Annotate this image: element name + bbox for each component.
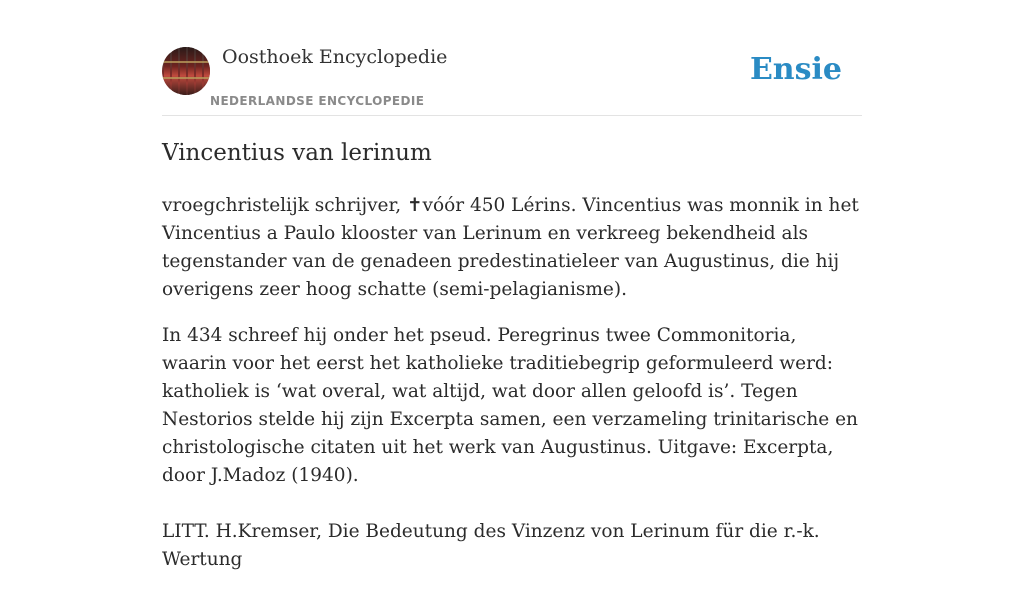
site-subtitle: NEDERLANDSE ENCYCLOPEDIE	[210, 94, 425, 108]
article-paragraph: vroegchristelijk schrijver, ✝vóór 450 Lérins. Vincentius was monnik in het Vincentius a Paulo klooster van Lerinum en verkreeg bekendheid als tegenstander van de genadeen predestinatieleer van Augustinus, die hij overigens zeer hoog schatte (semi-pelagianisme).	[162, 195, 859, 300]
literature-paragraph: LITT. H.Kremser, Die Bedeutung des Vinzenz von Lerinum für die r.-k. Wertung	[162, 521, 820, 570]
site-header	[162, 42, 862, 116]
ensie-logo[interactable]: Ensie	[749, 52, 842, 87]
site-title[interactable]: Oosthoek Encyclopedie	[222, 46, 448, 68]
article-title: Vincentius van lerinum	[162, 140, 432, 166]
article-body	[162, 192, 862, 592]
encyclopedia-books-avatar[interactable]	[162, 47, 210, 95]
article-paragraph: In 434 schreef hij onder het pseud. Peregrinus twee Commonitoria, waarin voor het eerst het katholieke traditiebegrip geformuleerd werd: katholiek is ‘wat overal, wat altijd, wat door allen geloofd is’. Tegen Nestorios stelde hij zijn Excerpta samen, een verzameling trinitarische en christologische citaten uit het werk van Augustinus. Uitgave: Excerpta, door J.Madoz (1940).	[162, 325, 858, 486]
